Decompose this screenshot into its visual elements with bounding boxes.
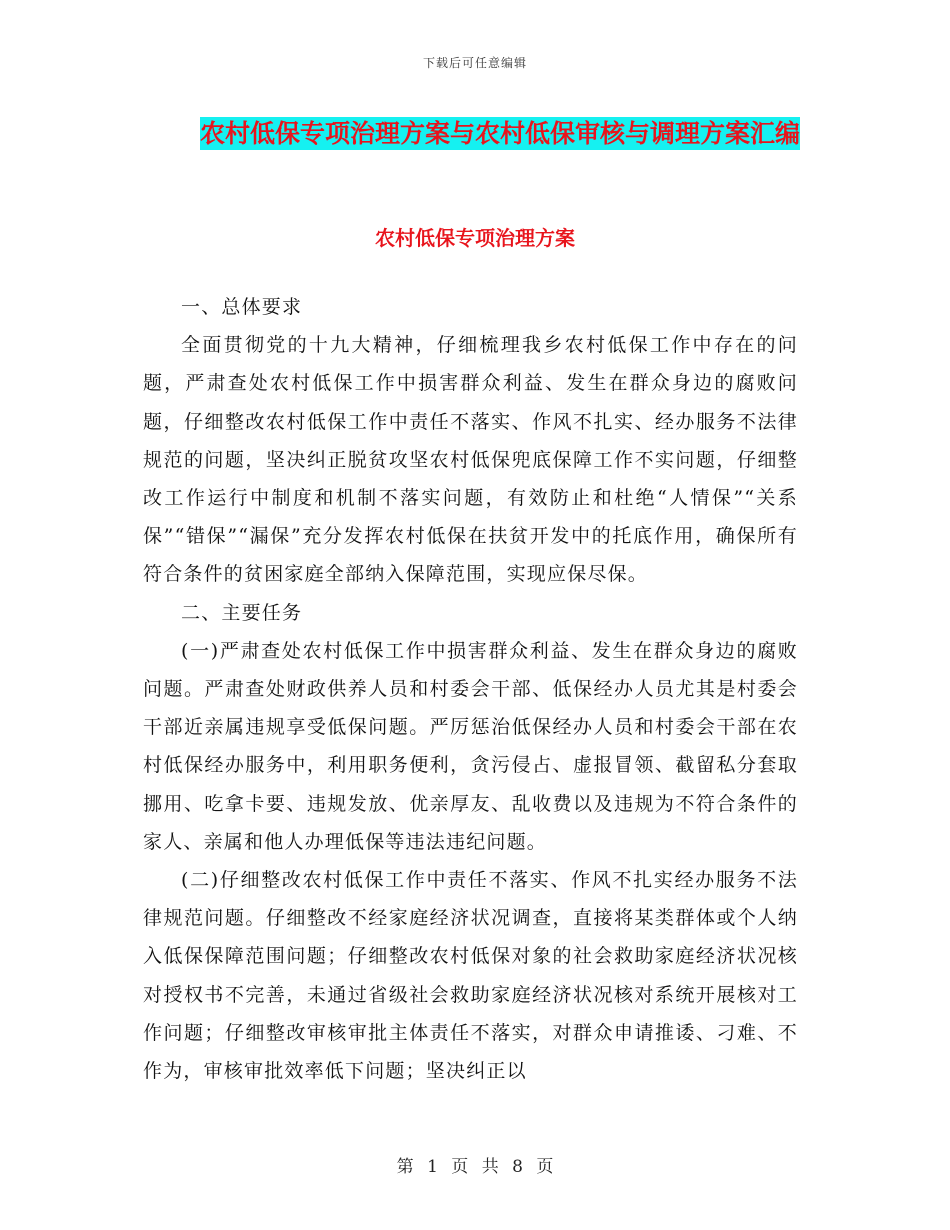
heading-general-requirements: 一、总体要求 [181, 296, 303, 318]
paragraph-task-1: (一)严肃查处农村低保工作中损害群众利益、发生在群众身边的腐败问题。严肃查处财政供养人员和村委会干部、低保经办人员尤其是村委会干部近亲属违规享受低保问题。严厉惩治低保经办人员和村委会干部在农村低保经办服务中，利用职务便利，贪污侵占、虚报冒领、截留私分套取挪用、吃拿卡要、违规发放、优亲厚友、乱收费以及违规为不符合条件的家人、亲属和他人办理低保等违法违纪问题。 [143, 639, 798, 853]
paragraph-general-requirements: 全面贯彻党的十九大精神，仔细梳理我乡农村低保工作中存在的问题，严肃查处农村低保工作中损害群众利益、发生在群众身边的腐败问题，仔细整改农村低保工作中责任不落实、作风不扎实、经办服务不法律规范的问题，坚决纠正脱贫攻坚农村低保兜底保障工作不实问题，仔细整改工作运行中制度和机制不落实问题，有效防止和杜绝“人情保”“关系保”“错保”“漏保”充分发挥农村低保在扶贫开发中的托底作用，确保所有符合条件的贫困家庭全部纳入保障范围，实现应保尽保。 [143, 334, 798, 586]
document-body [143, 288, 798, 1090]
heading-main-tasks: 二、主要任务 [181, 601, 303, 624]
page-number-footer: 第 1 页 共 8 页 [396, 1157, 554, 1177]
section-title: 农村低保专项治理方案 [375, 226, 575, 250]
page-header-note: 下载后可任意编辑 [422, 56, 527, 70]
document-main-title [180, 112, 820, 156]
main-title-highlight: 农村低保专项治理方案与农村低保审核与调理方案汇编 [199, 119, 800, 148]
paragraph-task-2: (二)仔细整改农村低保工作中责任不落实、作风不扎实经办服务不法律规范问题。仔细整改不经家庭经济状况调查，直接将某类群体或个人纳入低保保障范围问题；仔细整改农村低保对象的社会救助家庭经济状况核对授权书不完善，未通过省级社会救助家庭经济状况核对系统开展核对工作问题；仔细整改审核审批主体责任不落实，对群众申请推诿、刁难、不作为，审核审批效率低下问题；坚决纠正以 [143, 869, 798, 1083]
